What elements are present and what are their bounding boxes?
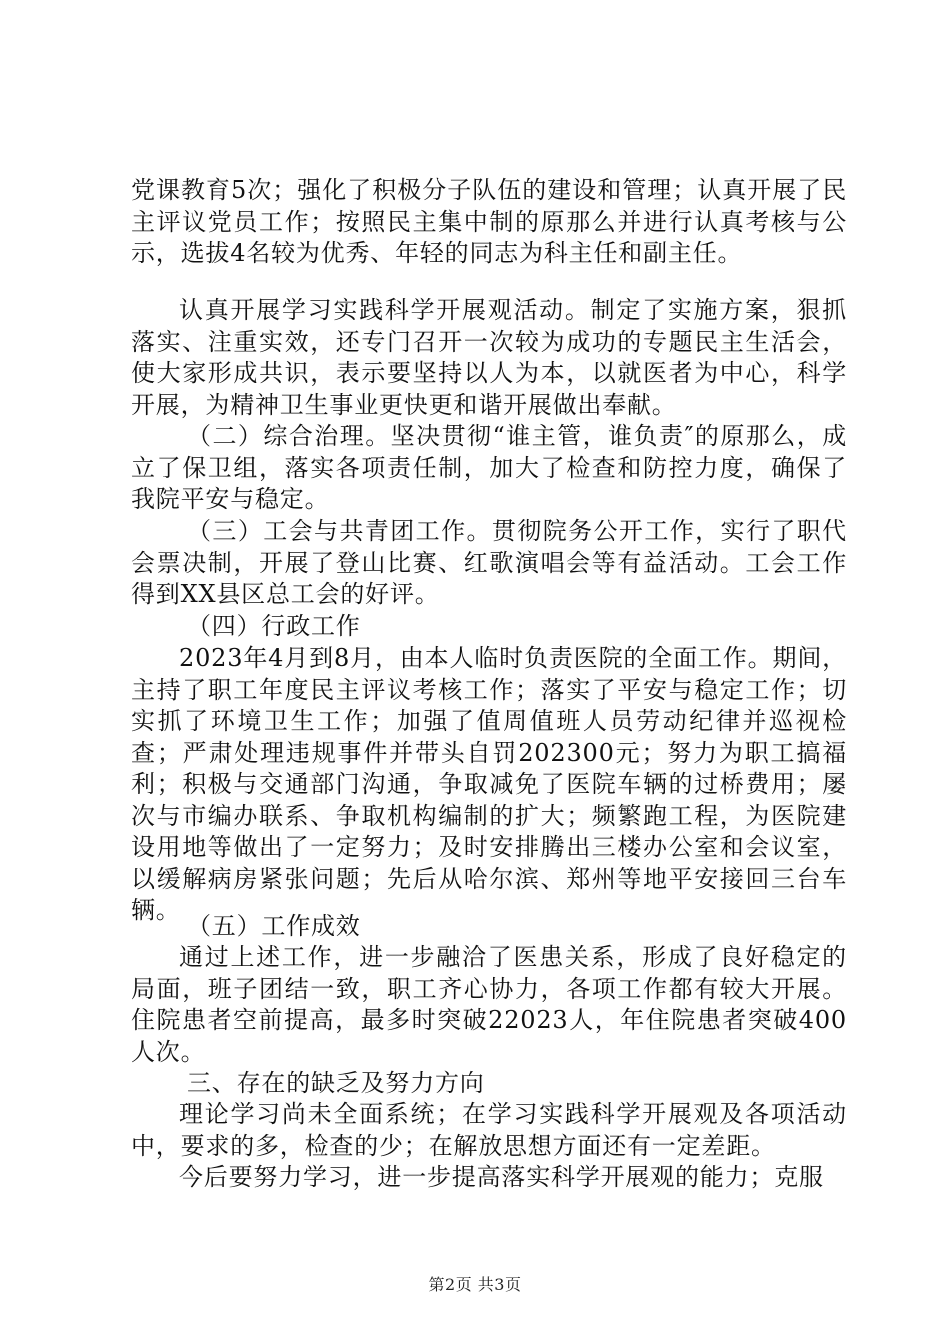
paragraph-work-results: 通过上述工作，进一步融洽了医患关系，形成了良好稳定的局面，班子团结一致，职工齐心协力，各项工作都有较大开展。住院患者空前提高，最多时突破22023人，年住院患者突破400人次。: [131, 943, 847, 1066]
paragraph-administrative-work: 2023年4月到8月，由本人临时负责医院的全面工作。期间，主持了职工年度民主评议考核工作；落实了平安与稳定工作；切实抓了环境卫生工作；加强了值周值班人员劳动纪律并巡视检查；严肃处理违规事件并带头自罚202300元；努力为职工搞福利；积极与交通部门沟通，争取减免了医院车辆的过桥费用；屡次与市编办联系、争取机构编制的扩大；频繁跑工程，为医院建设用地等做出了一定努力；及时安排腾出三楼办公室和会议室，以缓解病房紧张问题；先后从哈尔滨、郑州等地平安接回三台车辆。: [131, 644, 847, 924]
heading-administrative-work: （四）行政工作: [187, 612, 361, 640]
paragraph-comprehensive-governance: （二）综合治理。坚决贯彻“谁主管，谁负责″的原那么，成立了保卫组，落实各项责任制，加大了检查和防控力度，确保了我院平安与稳定。: [131, 422, 847, 513]
paragraph-scientific-development: 认真开展学习实践科学开展观活动。制定了实施方案，狠抓落实、注重实效，还专门召开一次较为成功的专题民主生活会，使大家形成共识，表示要坚持以人为本，以就医者为中心，科学开展，为精神卫生事业更快更和谐开展做出奉献。: [131, 296, 847, 419]
paragraph-party-education: 党课教育5次；强化了积极分子队伍的建设和管理；认真开展了民主评议党员工作；按照民主集中制的原那么并进行认真考核与公示，选拔4名较为优秀、年轻的同志为科主任和副主任。: [131, 176, 847, 267]
paragraph-future-efforts: 今后要努力学习，进一步提高落实科学开展观的能力；克服: [179, 1163, 824, 1191]
page-number-footer: 第2页 共3页: [428, 1275, 522, 1294]
paragraph-union-youth-league: （三）工会与共青团工作。贯彻院务公开工作，实行了职代会票决制，开展了登山比赛、红歌演唱会等有益活动。工会工作得到XX县区总工会的好评。: [131, 517, 847, 608]
paragraph-shortcomings: 理论学习尚未全面系统；在学习实践科学开展观及各项活动中，要求的多，检查的少；在解放思想方面还有一定差距。: [131, 1100, 847, 1160]
heading-work-results: （五）工作成效: [187, 912, 361, 940]
heading-shortcomings: 三、存在的缺乏及努力方向: [187, 1069, 485, 1097]
